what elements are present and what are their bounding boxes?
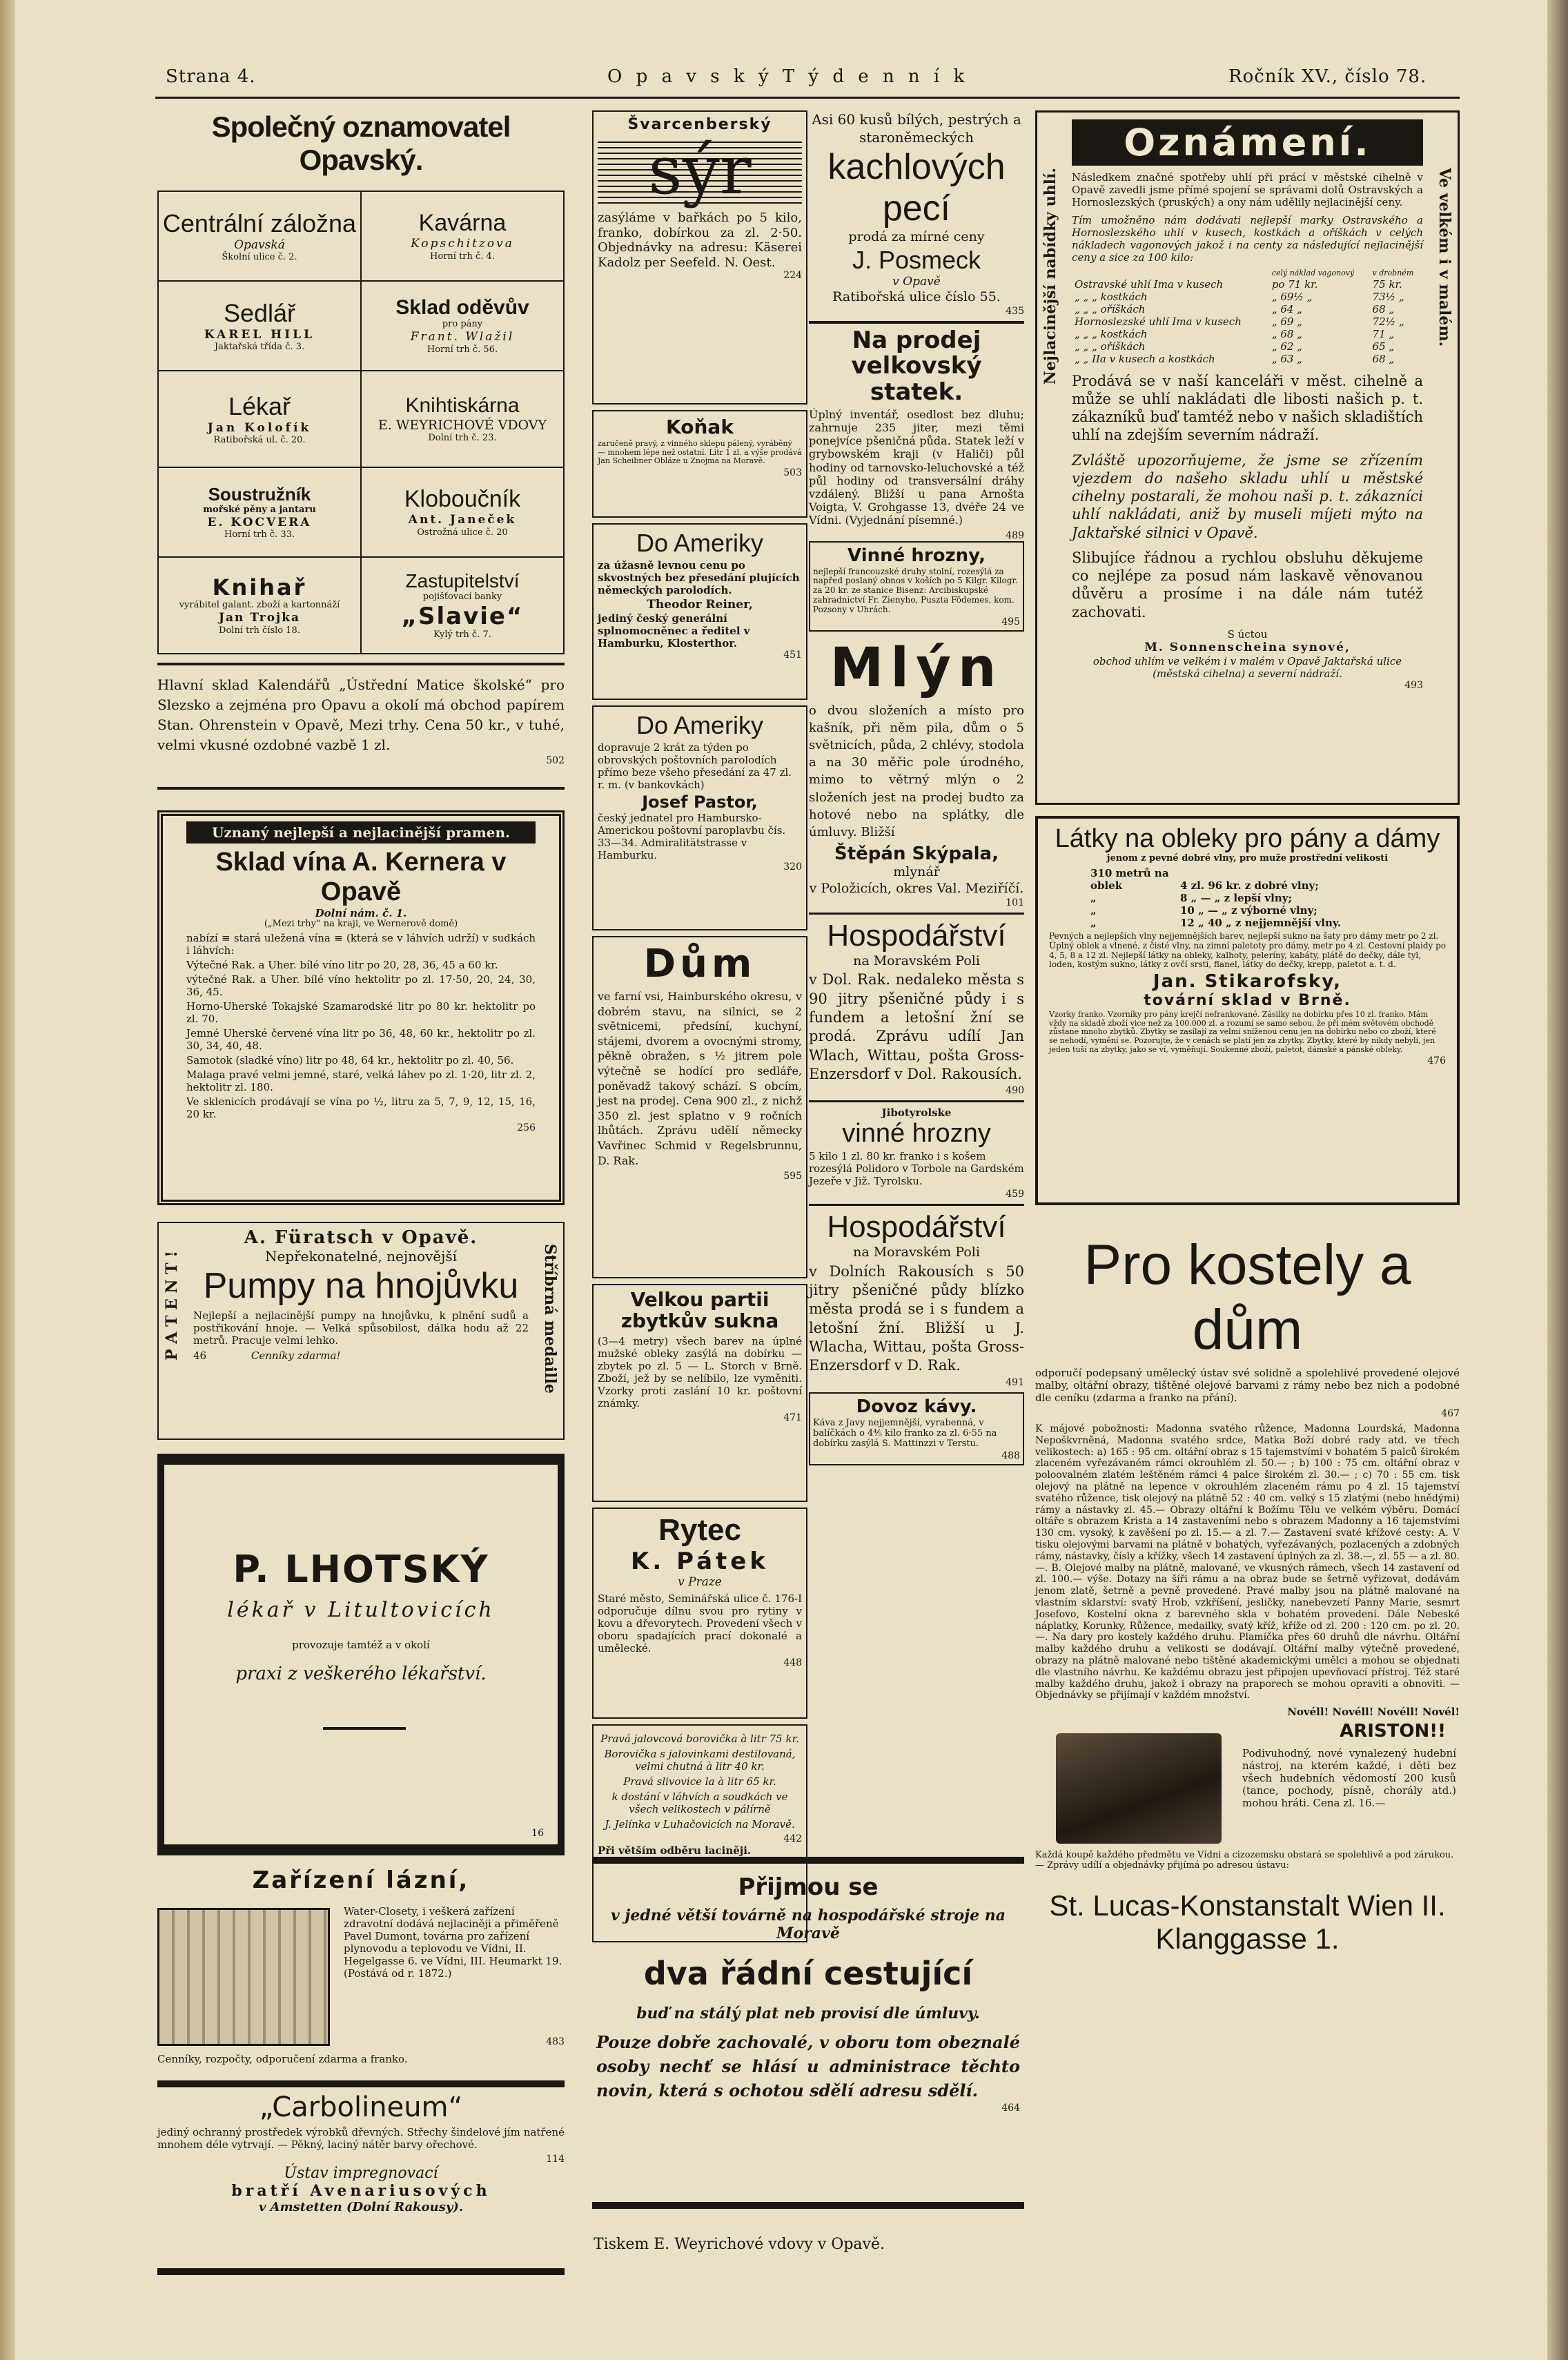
page-left-edge <box>0 0 15 2360</box>
remnants-text: (3—4 metry) všech barev na úplné mužské obleky zasýlá na dobírku — zbytek po zl. 5 — L. Storch v Brně. Zboží, jež by se nelíbilo, lze vyměniti. Vzorky proti zaslání 10 kr. poštovní známky. <box>598 1334 802 1410</box>
ad-number: 16 <box>531 1828 544 1839</box>
wine-ad <box>157 810 565 1205</box>
pump-text: Nejlepší a nejlacinější pumpy na hnojůvku, k plnění sudů a postřikování hnoje. — Velká spůsobilost, dálka hodu až 22 metrů. Pracuje velmi lehko. <box>193 1309 529 1347</box>
america-text: dopravuje 2 krát za týden po obrovských poštovních parolodích přímo beze všeho přesedání za 47 zl. r. m. (v bankovkách) <box>598 741 792 791</box>
bath-title: Zařízení lázní, <box>252 1866 470 1894</box>
section-rule <box>157 787 565 790</box>
issue-number: Ročník XV., číslo 78. <box>1228 66 1427 87</box>
ad-number: 448 <box>783 1657 802 1669</box>
stoves-name: J. Posmeck <box>852 245 981 274</box>
juniper-list <box>598 1733 802 1831</box>
ornament-rule <box>323 1727 406 1730</box>
juniper-line: Pravá jalovcová borovička à litr 75 kr. <box>600 1733 799 1745</box>
mill-name: Štěpán Skýpala, <box>834 843 999 865</box>
coal-text-1: Následkem značné spotřeby uhlí při prácí v městské cihelně v Opavě zavedli jsme přímé spojení se správami dolů Ostravských a Hornoslezských (pruských) a ony nám udělily nejlacinější ceny. <box>1072 171 1423 208</box>
coal-price-row: Ostravské uhlí Ima v kusech po 71 kr. 75 kr. <box>1075 277 1402 291</box>
stoves-title: kachlových pecí <box>827 147 1006 228</box>
carb-footer-2: bratří Avenariusových <box>231 2182 491 2200</box>
printer-line: Tiskem E. Weyrichové vdovy v Opavě. <box>594 2236 885 2253</box>
directory-cell: Knihař vyrábitel galant. zboží a kartonnáží Jan Trojka Dolní trh číslo 18. <box>158 557 361 654</box>
cheese-head: Švarcenberský <box>627 116 772 133</box>
section-rule <box>809 1100 1024 1102</box>
farm-text-2: v Dolních Rakousích s 50 jitry pšeničné půdy blízko města prodá se i s fundem a letošní žní. Bližší u J. Wlacha, Wittau, pošta Gross-Enzersdorf v D. Rak. <box>809 1262 1024 1374</box>
america-text-2: český jednatel pro Hambursko-Americkou poštovní paroplavbu čís. 33—34. Admiralitätstrasse v Hamburku. <box>598 812 786 861</box>
engraver-name: K. Pátek <box>631 1548 769 1575</box>
fabric-title: Látky na obleky pro pány a dámy <box>1055 824 1440 853</box>
ad-number: 320 <box>783 861 802 872</box>
coal-text-3: Prodává se v naší kanceláři v měst. cihelně a může se uhlí nakládati dle libosti našich p. t. zákazníků buď tamtéž nebo v našich skladištích uhlí na zdejším severním nádraží. <box>1072 372 1423 444</box>
wine-line: Samotok (sladké víno) litr po 48, 64 kr., hektolitr po zl. 40, 56. <box>186 1053 514 1066</box>
doctor-subtitle: provozuje tamtéž a v okolí <box>292 1639 430 1651</box>
coal-price-row: „ „ „ kostkách „ 69½ „ 73½ „ <box>1075 290 1404 303</box>
grapes-text-2: 5 kilo 1 zl. 80 kr. franko i s košem rozesýlá Polidoro v Torbole na Gardském Jezeře v Již. Tyrolsku. <box>809 1150 1024 1188</box>
juniper-line: J. Jelínka v Luhačovicích na Moravě. <box>605 1818 795 1831</box>
america-title: Do Ameriky <box>636 711 764 739</box>
coal-price-row: „ „ IIa v kusech a kostkách „ 63 „ 68 „ <box>1075 352 1395 365</box>
stoves-city: v Opavě <box>892 274 941 289</box>
coal-text-2: Tím umožněno nám dodávati nejlepší marky Ostravského a Hornoslezského uhlí v kusech, kostkách a oříškách v celých nákladech vagonových jakož i na centy za následující nejlacinější ceny a sice za 100 kilo: <box>1072 214 1423 264</box>
wine-list <box>186 932 536 1120</box>
ad-number: 490 <box>1006 1085 1024 1097</box>
directory-cell: Kavárna Kopschitzova Horní trh č. 4. <box>361 191 564 281</box>
ad-number: 471 <box>783 1412 802 1423</box>
fabric-price-row: „ 10 „ — „ z výborné vlny; <box>1090 904 1317 917</box>
travellers-title: dva řádní cestující <box>643 1955 973 1992</box>
coal-greeting: S úctou <box>1227 627 1268 641</box>
fabric-firm: Jan. Stikarofsky, <box>1153 971 1342 993</box>
header-rule <box>155 97 1460 99</box>
ariston-ad <box>1035 1706 1460 1885</box>
wine-line: Jemné Uherské červené vína litr po 36, 48, 60 kr., hektolitr po zl. 30, 34, 40, 48. <box>186 1026 536 1052</box>
coal-price-row: „ „ „ kostkách „ 68 „ 71 „ <box>1075 327 1395 340</box>
america-text: za úžasně levnou cenu po skvostných bez přesedání plujících německých parolodích. <box>598 559 800 596</box>
wine-line: nabízí ≡ stará uležená vína ≡ (která se v láhvích udrží) v sudkách i láhvích: <box>186 931 536 957</box>
ad-number: 502 <box>546 755 565 766</box>
ad-number: 451 <box>783 650 802 661</box>
church-text: odporučí podepsaný umělecký ústav své solidně a spolehlivé provedené olejové malby, oltářní obrazy, tištěné olejové barvami z rámy nebo bez nich a podobné dle ceníku (zdarma a franko na přání). <box>1035 1367 1460 1404</box>
mill-title: Mlýn <box>830 636 1003 699</box>
section-rule <box>157 663 565 665</box>
directory-cell: Centrální záložna Opavská Školní ulice č. 2. <box>158 191 361 281</box>
travellers-terms: buď na stálý plat neb provisí dle úmluvy. <box>636 2005 980 2022</box>
mill-role: mlynář <box>893 864 940 880</box>
doctor-name: P. LHOTSKÝ <box>233 1548 489 1591</box>
ad-number: 483 <box>546 2036 565 2047</box>
fabric-subtitle: jenom z pevné dobré vlny, pro muže prostřední velikosti <box>1106 853 1389 864</box>
page-right-edge <box>1547 0 1568 2360</box>
engraver-ad <box>592 1508 807 1719</box>
farm-title-2: Hospodářství <box>827 1210 1006 1245</box>
coal-price-row: Hornoslezské uhlí Ima v kusech „ 69 „ 72½ „ <box>1075 315 1404 328</box>
coal-left-label: Nejlacinější nabídky uhlí. <box>1041 168 1059 385</box>
america-agent: Josef Pastor, <box>642 792 758 812</box>
house-text: ve farní vsi, Hainburského okresu, v dobrém stavu, na silnici, se 2 světnicemi, předsíní, kuchyní, stájemi, dvorem a ovocnými stromy, pěkně obražen, s ½ jitrem pole výtečně se hodící pro sedláře, poněvadž takový schází. S obcím, jest na prodej. Cena 900 zl., z nichž 350 zl. jest splatno v 9 ročních lhůtách. Zprávu udělí německy Vavřinec Schmid v Regelsbrunnu, D. Rak. <box>598 990 802 1167</box>
america-text-2: jediný český generální splnomocněnec a ředitel v Hamburku, Klosterthor. <box>598 612 750 650</box>
remnants-title: Velkou partii zbytkův sukna <box>620 1288 779 1332</box>
wine-line: Horno-Uherské Tokajské Szamarodské litr po 80 kr. hektolitr po zl. 70. <box>186 999 536 1025</box>
fabric-ad <box>1035 816 1460 1205</box>
engraver-title: Rytec <box>658 1513 741 1547</box>
travellers-head: Přijmou se <box>738 1873 879 1901</box>
house-ad <box>592 936 807 1278</box>
mill-text: o dvou složeních a místo pro kašník, při něm pila, dům o 5 světnicích, půda, 2 chlévy, stodola a na 30 měřic pole úrodného, mimo to větrný mlýn o 2 složeních jest na prodej budto za hotové nebo na splátky, dle úmluvy. Bližší <box>809 703 1024 839</box>
konak-title: Koňak <box>666 416 734 438</box>
bath-text: Water-Closety, i veškerá zařízení zdravotní dodává nejlaciněji a přiměřeně Pavel Dumont, továrna pro zařízení plynovodu a teplovodu ve Vídni, II. Hegelgasse 6. ve Vídni, III. Heumarkt 19. (Postává od r. 1872.) <box>344 1905 562 1980</box>
coal-text-4: Zvláště upozorňujeme, že jsme se zřízením vjezdem do našeho skladu uhlí u městské cihelny postarali, že mohou naši p. t. zákazníci uhlí nakládati, aniž by museli míjeti mýto na Jaktařské silnici v Opavě. <box>1072 451 1423 541</box>
column-3 <box>809 110 1024 1465</box>
ad-number: 459 <box>1006 1189 1024 1200</box>
carb-title: „Carbolineum“ <box>259 2091 463 2123</box>
bath-ad <box>157 1866 565 2080</box>
coal-notice <box>1035 110 1460 805</box>
farm-text: v Dol. Rak. nedaleko města s 90 jitry pšeničné půdy i s fundem a letošní žní se prodá. Zprávu udílí Jan Wlach, Wittau, pošta Gross-Enzersdorf v Dol. Rakousích. <box>809 971 1024 1082</box>
directory-cell: Sklad oděvův pro pány Frant. Wlažil Horní trh č. 56. <box>361 281 564 371</box>
pump-ad <box>157 1222 565 1440</box>
ad-number: 493 <box>1404 680 1423 692</box>
coffee-ad <box>809 1392 1024 1466</box>
farm-subtitle-2: na Moravském Poli <box>853 1245 980 1260</box>
ad-number: 256 <box>517 1122 536 1133</box>
patent-label: P A T E N T ! <box>163 1251 181 1361</box>
ad-number: 435 <box>1006 305 1024 317</box>
directory-cell: Sedlář KAREL HILL Jaktařská třída č. 3. <box>158 281 361 371</box>
ariston-pre: Novéll! Novéll! Novéll! Novél! <box>1287 1706 1460 1719</box>
coal-price-table: celý náklad vagonový v drobném Ostravské uhlí Ima v kusech po 71 kr. 75 kr. „ „ „ kostkách „ 69½ „ 73½ „ „ „ „ oříškách „ 64 „ 68 „ Hornoslezské uhlí Ima v kusech „ 69 „ 72½ „ „ „ „ kostkách „ 68 „ 71 „ „ „ „ oříškách „ 62 „ 65 „ „ „ IIa v kusech a kostkách „ 63 „ 68 „ <box>1072 269 1423 365</box>
stlucas-name: St. Lucas-Konstanstalt Wien II. Klanggasse 1. <box>1049 1889 1446 1956</box>
doctor-title: lékař v Litultovicích <box>227 1598 495 1622</box>
grapes-title-2: vinné hrozny <box>842 1119 991 1149</box>
estate-title: Na prodej velkovský statek. <box>851 326 982 406</box>
pump-catalog: Cenníky zdarma! <box>251 1349 341 1362</box>
wine-banner: Uznaný nejlepší a nejlacinější pramen. <box>186 821 536 843</box>
fabric-price-row: „ 12 „ 40 „ z nejjemnější vlny. <box>1090 916 1342 929</box>
ad-number: 464 <box>1001 2103 1020 2114</box>
music-box-illustration <box>1056 1733 1222 1844</box>
stoves-text: prodá za mírné ceny <box>848 229 985 244</box>
mill-address: v Položicích, okres Val. Meziříčí. <box>809 880 1024 896</box>
ad-number: 46 <box>193 1349 207 1362</box>
page-number: Strana 4. <box>166 66 256 87</box>
section-rule <box>809 321 1024 324</box>
ad-number: 595 <box>783 1171 802 1182</box>
coal-firm-sub: obchod uhlím ve velkém i v malém v Opavě Jaktařská ulice (městská cihelna) a severní nádraží. <box>1092 655 1402 681</box>
directory-cell: Lékař Jan Kolofík Ratibořská ul. č. 20. <box>158 371 361 467</box>
directory-grid <box>157 191 565 654</box>
pump-subtitle: Nepřekonatelné, nejnovější <box>264 1248 458 1265</box>
wine-subtitle: („Mezi trhy“ na kraji, ve Wernerově domě) <box>264 919 458 929</box>
ad-number: 491 <box>1006 1376 1024 1388</box>
farm-subtitle: na Moravském Poli <box>853 953 980 968</box>
wine-line: Ve sklenicích prodávají se vína po ½, litru za 5, 7, 9, 12, 15, 16, 20 kr. <box>186 1095 536 1120</box>
newspaper-title: O p a v s k ý T ý d e n n í k <box>607 66 969 87</box>
engraver-text: Staré město, Seminářská ulice č. 176-I odporučuje dílnu svou pro rytiny v kovu a dřevorytech. Provedení všech v oboru spadajících prací dokonalé a umělecké. <box>598 1592 802 1655</box>
cloth-remnants-ad <box>592 1284 807 1502</box>
fabric-price-row: 310 metrů na oblek 4 zl. 96 kr. z dobré vlny; <box>1090 866 1319 892</box>
wine-line: výtečné Rak. a Uher. bílé víno hektolitr po zl. 17·50, 20, 24, 30, 36, 45. <box>186 973 536 998</box>
directory-cell: Zastupitelství pojišťovací banky „Slavie“ Kylý trh č. 7. <box>361 557 564 654</box>
coal-firm: M. Sonnenscheina synové, <box>1144 640 1351 654</box>
juniper-line: k dostání v láhvích a soudkách ve všech velikostech v pálírně <box>611 1791 788 1815</box>
carb-text: jediný ochranný prostředek výrobků dřevných. Střechy šindelové jím natřené mnohem déle vytrvají. — Pěkný, laciný nátěr barvy ořechové. <box>157 2126 565 2151</box>
directory-cell: Kloboučník Ant. Janeček Ostrožná ulice č. 20 <box>361 467 564 557</box>
pump-firm: A. Füratsch v Opavě. <box>244 1227 478 1248</box>
grapes-text: nejlepší francouzské druhy stolní, rozesýlá za napřed poslaný obnos v koších po 5 Kilgr. Kilogr. za 20 kr. ze stanice Bisenz: Arcibiskupské zahradnictví Fr. Zienyho, Puszta Födemes, kom. Pozsony v Uhrách. <box>813 566 1018 614</box>
konak-ad <box>592 410 807 518</box>
section-rule <box>809 1204 1024 1206</box>
wine-address: Dolní nám. č. 1. <box>315 907 407 919</box>
travellers-sub: v jedné větší továrně na hospodářské stroje na Moravě <box>610 1906 1006 1942</box>
column-2 <box>592 110 807 1942</box>
doctor-ad <box>157 1454 565 1855</box>
juniper-line: Pravá slivovice la à litr 65 kr. <box>623 1775 776 1788</box>
ad-number: 488 <box>1001 1450 1020 1462</box>
ad-number: 503 <box>783 467 802 478</box>
section-rule <box>809 913 1024 915</box>
coal-text-5: Slibujíce řádnou a rychlou obsluhu děkujeme co nejlépe za posud nám laskavě věnovanou důvěru a prosíme i na dále nám tutéž zachovati. <box>1072 549 1423 621</box>
coffee-text: Káva z Javy nejjemnější, vyrabenná, v balíčkách o 4⅘ kilo franko za zl. 6·55 na dobírku zasýlá S. Mattinzzi v Terstu. <box>813 1417 997 1449</box>
church-title: Pro kostely a dům <box>1084 1233 1411 1361</box>
fabric-prices <box>1090 867 1446 929</box>
column-4 <box>1035 110 1460 1956</box>
juniper-footer: Při větším odběru laciněji. <box>598 1844 752 1857</box>
directory-cell: Knihtiskárna E. WEYRICHOVÉ VDOVY Dolní trh č. 23. <box>361 371 564 467</box>
wine-line: Malaga pravé velmi jemné, staré, velká láhev po zl. 1·20, litr zl. 2, hektolitr zl. 180. <box>186 1068 536 1093</box>
america-ad-2 <box>592 705 807 930</box>
fabric-firm-2: tovární sklad v Brně. <box>1144 992 1351 1010</box>
konak-text: zaručeně pravý, z vinného sklepu pálený, vyráběný — mnohem lépe než ostatní. Litr 1 zl. a výše prodává Jan Scheibner Obláze u Znojma na Moravě. <box>598 439 802 466</box>
carb-footer-3: v Amstetten (Dolní Rakousy). <box>258 2200 464 2214</box>
coal-price-row: „ „ „ oříškách „ 62 „ 65 „ <box>1075 340 1395 353</box>
ariston-text: Podivuhodný, nové vynalezený hudební nástroj, na kterém každé, i děti bez všech hudebních vědomostí 200 kusů (tance, pochody, písně, chorály atd.) mohou hráti. Cena zl. 16.— <box>1242 1747 1456 1810</box>
doctor-practice: praxi z veškerého lékařství. <box>235 1664 487 1684</box>
stoves-address: Ratibořská ulice číslo 55. <box>832 289 1001 304</box>
cheese-text: zasýláme v bařkách po 5 kilo, franko, dobírkou za zl. 2·50. Objednávky na adresu: Käserei Kadolz per Seefeld. N. Oest. <box>598 211 802 270</box>
estate-text: Úplný inventář, osedlost bez dluhu; zahrnuje 235 jiter, mezi těmi ponejvíce pšeničná půda. Statek leží v grybowském kraji (v Haliči) půl hodiny od tarnovsko-leluchovské a též půl hodiny od transversální dráhy vzdálený. Bližší u pana Arnošta Voigta, V. Grohgasse 13, dvéře 24 ve Vídni. (Vyjednání písemné.) <box>809 407 1024 527</box>
church-text-2: K májové pobožnosti: Madonna svatého růžence, Madonna Lourdská, Madonna Nepoškvrněná, Madonna svatého srdce, Matka Boží dobré rady atd. ve třech velikostech: a) 165 : 95 cm. oltářní obraz s 15 tajemstvími v bohatém 5 palců širokém zlaceném vyřezávaném rámci okrouhlém zl. 50.— ; b) 100 : 75 cm. oltářní obraz v poloovalném zlatém leštěném rámci 4 palce širokém zl. 30.— ; c) 70 : 55 cm. tisk olejový na plátně na lepence v okrouhlém zlaceném rámu po 4 zl. 15 tajemství svatého růžence, tisk olejový na plátně 52 : 40 cm. velký s 15 zlatými (nebo hnědými) rámy a nástavky zl. 45.— Obrazy oltářní k Božímu Tělu ve velkém výběru. Domácí oltáře s obrazem Krista a 14 zastaveními nebo s obrazem Madonny a 16 tajemstvími 130 cm. vysoký, k zavěšení po zl. 15.— a zl. 7.— Zastavení svaté křížové cesty: A. V tisku olejovými barvami na plátně v bohatých, vyřezávaných, pozlacených a zdobných rámy, nástavky, čísly a křížky, všech 14 zastavení úplných za zl. 38.—, zl. 55 — a zl. 80.—. B. Olejové malby na plátně, malované, ve vkusných rámech, všech 14 zastavení od zl. 100.— výše. Dotazy na šíři rámu a na obraz bude se šetrně vyřizovat, dodávám jenom zlatě, šetrně a pevně provedené. Pravé malby jsou na plátně malované na vlastním sklarství: svatý Hrob, vzkříšení, jesličky, nanebevzetí Panny Marie, sesmrt Josefovo, Kostelní okna z barevného skla v bohatém provedení. Dále Nebeské náplatky, Korunky, Růžence, medailky, svatý kříž, kříže od zl. 200 : 120 cm. po zl. 20.—. Na dary pro kostely každého druhu. Plamíčka přes 60 druhů dle návrhu. Oltářní malby každého druhu a velikosti se dodávají. Oltářní malby výtečně provedené, obrazy na plátně malované nebo tištěné akademickými umělci a mohou se objednati dle vlastního návrhu. Ke každému obrazu jest připojen upevňovací přístroj. Též staré malby každého druhu, jakož i obrazy na praporech se mohou opraviti a obnoviti. — Objednávky se přijímají v každém množství. <box>1035 1423 1460 1701</box>
carb-footer-1: Ústav impregnovací <box>284 2165 438 2182</box>
travellers-text: Pouze dobře zachovalé, v oboru tom obeznalé osoby nechť se hlásí u administrace těchto novin, která s ochotou sdělí adresu sdělí. <box>596 2032 1020 2100</box>
cheese-ad <box>592 110 807 404</box>
america-title: Do Ameriky <box>636 529 764 557</box>
ad-number: 495 <box>1001 616 1020 627</box>
fabric-price-row: „ 8 „ — „ z lepší vlny; <box>1090 891 1292 904</box>
fabric-text-2: Vzorky franko. Vzorníky pro pány krejčí nefrankované. Zásilky na dobírku přes 10 zl. franko. Mám vždy na skladě zboží vice než za 100.000 zl. a rozumí se samo sebou, že při mém světovém obchodě zůstane mnoho zbytků. Zbytky se zasílají za velmi sníženou cenu jen na dobírku nebo co zboží, které se nehodí, vymění se. Pozorujte, že v cenách se platí jen za zbytky. Zbytky, které by nikdy nebyli, jen jeden tuší na zbytky, jako se ví, vyměňují. Soukenné zboží, paletot, dámské a pánské obleky. <box>1049 1010 1436 1054</box>
grapes-head: Jibotyrolske <box>881 1106 952 1120</box>
cheese-title: sýr <box>598 137 802 204</box>
ad-number: 224 <box>783 270 802 282</box>
wine-title: Sklad vína A. Kernera v Opavě <box>215 848 507 906</box>
bath-illustration <box>157 1908 330 2046</box>
ad-number: 467 <box>1441 1408 1460 1419</box>
engraver-city: v Praze <box>678 1575 722 1589</box>
ad-number: 114 <box>546 2154 565 2165</box>
directory-title: Společný oznamovatel Opavský. <box>211 110 511 176</box>
grapes-ad-1 <box>809 541 1024 632</box>
carbolineum-ad <box>157 2080 565 2275</box>
america-agent: Theodor Reiner, <box>647 598 753 612</box>
grapes-title: Vinné hrozny, <box>847 545 986 566</box>
travellers-ad <box>592 1857 1024 2209</box>
ad-number: 489 <box>1006 529 1024 541</box>
ariston-title: ARISTON!! <box>1340 1721 1446 1742</box>
fabric-text: Pevných a nejlepších vlny nejjemnějších barev, nejlepší sukno na šaty pro dámy metr po 2 zl. Úplný oblek a vlnené, z čisté vlny, na zimní paletoty pro dámy, metr po 4 zl. Cestovní plaidy po 4, 5, 8 a 12 zl. Nejlepší látky na obleky, kalhoty, peleríny, kabáty, plátě do dečky, dále tyl, loden, kostým sukno, látky z ovčí srsti, flanel, látky do dečky, krepp, paletot a. t. d. <box>1049 930 1447 970</box>
bath-footer: Cenníky, rozpočty, odporučení zdarma a franko. <box>157 2053 408 2065</box>
ariston-text-2: Každá koupě každého předmětu ve Vídni a cizozemsku obstará se spolehlivě a pod zárukou. — Zprávy udílí a objednávky přijímá po adresou ústavu: <box>1035 1850 1454 1871</box>
house-title: Dům <box>643 942 756 986</box>
wine-line: Výtečné Rak. a Uher. bílé víno litr po 20, 28, 36, 45 a 60 kr. <box>186 958 498 971</box>
coal-title: Oznámení. <box>1072 119 1423 166</box>
america-ad-1 <box>592 523 807 700</box>
medal-label: Stříbrná medaille <box>541 1244 559 1394</box>
coal-right-label: Ve velkém i v malém. <box>1435 168 1453 347</box>
coal-price-row: „ „ „ oříškách „ 64 „ 68 „ <box>1075 302 1395 315</box>
ad-number: 442 <box>783 1833 802 1844</box>
column-1 <box>157 110 565 2275</box>
directory-cell: Soustružník mořské pěny a jantaru E. KOCVERA Horní trh č. 33. <box>158 467 361 557</box>
stoves-intro: Asi 60 kusů bílých, pestrých a staroněmeckých <box>812 111 1021 146</box>
ad-number: 101 <box>1006 897 1024 908</box>
pump-title: Pumpy na hnojůvku <box>203 1266 519 1306</box>
calendar-ad: Hlavní sklad Kalendářů „Ústřední Matice školské“ pro Slezsko a zejména pro Opavu a okolí má obchod papírem Stan. Ohrenstein v Opavě, Mezi trhy. Cena 50 kr., v tuhé, velmi vkusné ozdobné vazbě 1 zl. <box>157 676 565 753</box>
farm-title: Hospodářství <box>827 918 1006 953</box>
ad-number: 476 <box>1427 1055 1446 1067</box>
coffee-title: Dovoz kávy. <box>856 1396 977 1417</box>
juniper-line: Borovička s jalovinkami destilovaná, velmi chutná à litr 40 kr. <box>604 1748 796 1773</box>
